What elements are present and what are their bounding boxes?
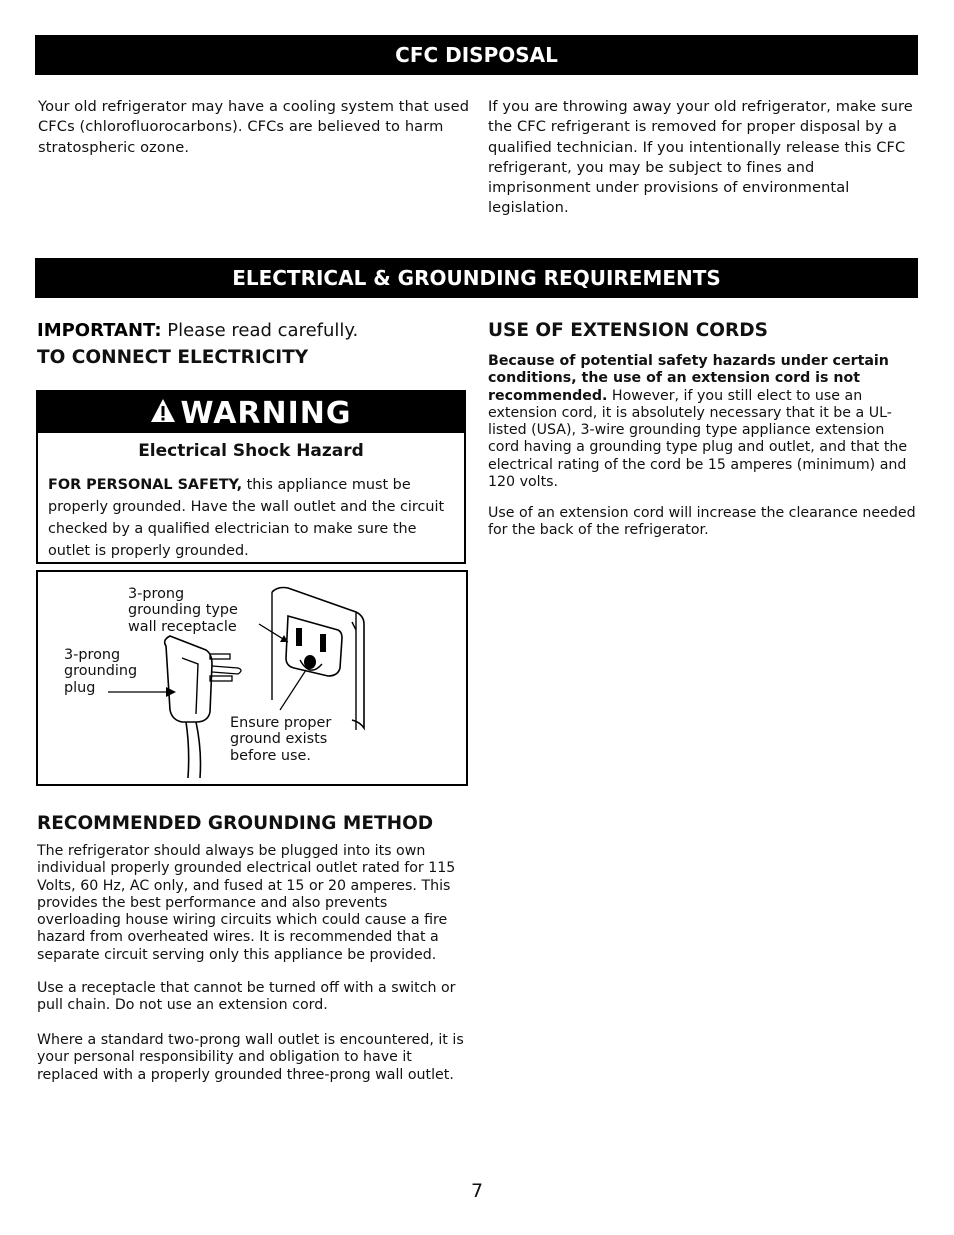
important-note bbox=[37, 320, 358, 341]
extension-cords-paragraph bbox=[488, 353, 918, 491]
receptacle-label bbox=[128, 586, 238, 635]
important-label: IMPORTANT: bbox=[37, 320, 162, 341]
two-prong-outlet-paragraph: Where a standard two-prong wall outlet is encountered, it is your personal responsibility and obligation to have it replaced with a properly grounded three-prong wall outlet. bbox=[37, 1032, 464, 1083]
cfc-disposal-banner bbox=[35, 35, 918, 75]
ensure-label-line: ground exists bbox=[230, 731, 328, 748]
connect-electricity-heading: TO CONNECT ELECTRICITY bbox=[37, 347, 309, 368]
warning-body-text: this appliance must be properly grounded. Have the wall outlet and the circuit checked by a qualified electrician to make sure the outlet is properly grounded. bbox=[48, 477, 445, 559]
warning-body-bold: FOR PERSONAL SAFETY, bbox=[48, 477, 243, 493]
receptacle-label-line: 3-prong bbox=[128, 586, 185, 602]
recommended-grounding-heading: RECOMMENDED GROUNDING METHOD bbox=[37, 813, 434, 834]
cfc-right-paragraph: If you are throwing away your old refrigerator, make sure the CFC refrigerant is removed for proper disposal by a qualified technician. If you intentionally release this CFC refrigerant, you may be subject to fines and imprisonment under provisions of environmental legislation. bbox=[488, 98, 913, 217]
extension-cords-text: However, if you still elect to use an extension cord, it is absolutely necessary that it be a UL-listed (USA), 3-wire grounding type appliance extension cord having a grounding type plug and outlet, and that the electrical rating of the cord be 15 amperes (minimum) and 120 volts. bbox=[488, 387, 908, 491]
receptacle-switch-paragraph: Use a receptacle that cannot be turned off with a switch or pull chain. Do not use an extension cord. bbox=[37, 980, 456, 1014]
ensure-label-line: Ensure proper bbox=[230, 715, 332, 731]
plug-label-line: grounding bbox=[64, 663, 138, 680]
extension-cords-clearance-paragraph: Use of an extension cord will increase the clearance needed for the back of the refrigerator. bbox=[488, 505, 916, 539]
warning-label: WARNING bbox=[180, 396, 352, 431]
receptacle-label-line: grounding type bbox=[128, 602, 238, 619]
extension-cords-warning: Because of potential safety hazards under certain conditions, the use of an extension cord is not recommended. bbox=[488, 353, 889, 404]
plug-label-line: plug bbox=[64, 679, 96, 696]
plug-label bbox=[64, 647, 137, 696]
cfc-disposal-heading: CFC DISPOSAL bbox=[395, 43, 558, 67]
ensure-ground-label bbox=[230, 715, 331, 764]
plug-label-line: 3-prong bbox=[64, 647, 121, 663]
important-text: Please read carefully. bbox=[161, 320, 359, 341]
warning-header bbox=[38, 392, 464, 433]
electrical-grounding-banner bbox=[35, 258, 918, 298]
warning-triangle-icon bbox=[150, 398, 176, 424]
ensure-label-line: before use. bbox=[230, 747, 311, 764]
electrical-grounding-heading: ELECTRICAL & GROUNDING REQUIREMENTS bbox=[232, 266, 721, 290]
receptacle-label-line: wall receptacle bbox=[128, 618, 237, 635]
electrical-shock-hazard-title: Electrical Shock Hazard bbox=[138, 441, 364, 461]
grounding-plug-illustration bbox=[36, 570, 468, 786]
page-number: 7 bbox=[470, 1180, 484, 1202]
warning-body bbox=[48, 474, 460, 562]
recommended-grounding-paragraph: The refrigerator should always be plugged into its own individual properly grounded electrical outlet rated for 115 Volts, 60 Hz, AC only, and fused at 15 or 20 amperes. This provides the best performance and also prevents overloading house wiring circuits which could cause a fire hazard from overheated wires. It is recommended that a separate circuit serving only this appliance be provided. bbox=[37, 843, 456, 963]
cfc-left-paragraph: Your old refrigerator may have a cooling system that used CFCs (chlorofluorocarbons). CFCs are believed to harm stratospheric ozone. bbox=[38, 98, 470, 156]
warning-box bbox=[36, 390, 466, 564]
extension-cords-heading: USE OF EXTENSION CORDS bbox=[488, 320, 768, 341]
